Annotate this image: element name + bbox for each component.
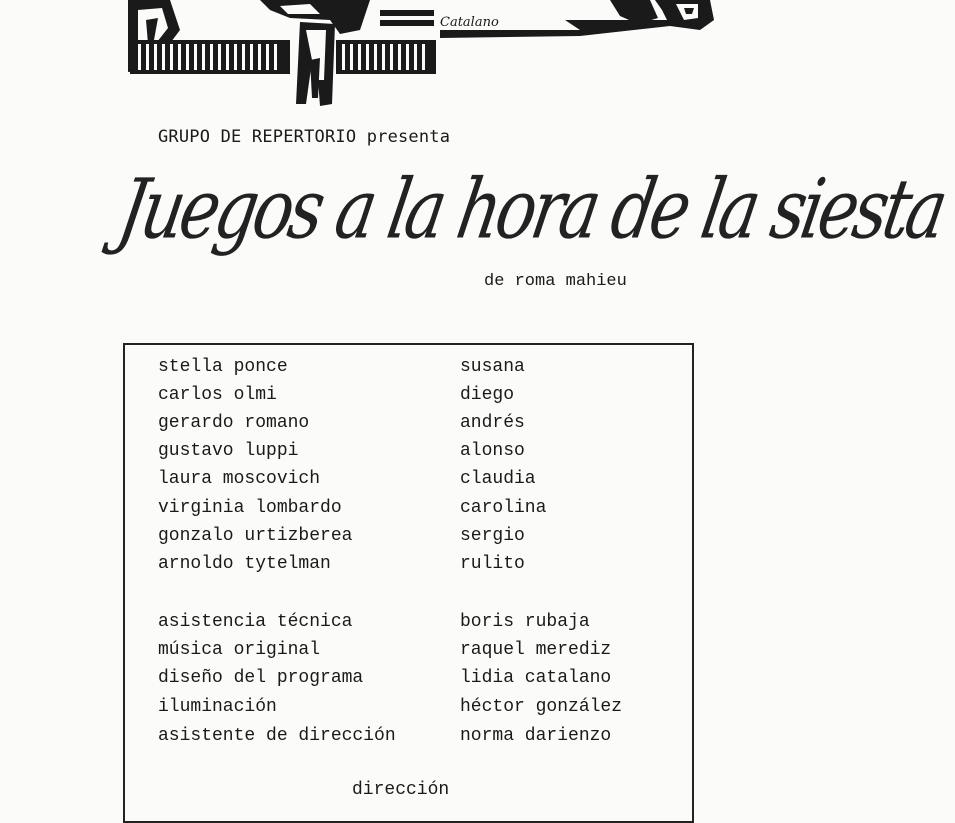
crew-person: raquel merediz <box>460 640 612 660</box>
cast-role: sergio <box>460 526 525 546</box>
cast-actor: stella ponce <box>158 357 288 377</box>
crew-person: lidia catalano <box>460 668 612 688</box>
crew-job: iluminación <box>158 697 277 717</box>
crew-person: héctor gonzález <box>460 697 623 717</box>
woodcut-illustration <box>110 0 730 110</box>
cast-actor: carlos olmi <box>158 385 277 405</box>
artist-signature: Catalano <box>440 15 499 30</box>
crew-job: asistencia técnica <box>158 612 353 632</box>
crew-job: música original <box>158 640 321 660</box>
crew-job: diseño del programa <box>158 668 364 688</box>
crew-person: norma darienzo <box>460 726 612 746</box>
cast-role: andrés <box>460 413 525 433</box>
cast-actor: arnoldo tytelman <box>158 554 331 574</box>
crew-person: boris rubaja <box>460 612 590 632</box>
cast-role: diego <box>460 385 515 405</box>
cast-role: rulito <box>460 554 525 574</box>
cast-role: claudia <box>460 469 536 489</box>
crew-job: asistente de dirección <box>158 726 396 746</box>
presenter-line: GRUPO DE REPERTORIO presenta <box>158 127 451 147</box>
cast-actor: gerardo romano <box>158 413 310 433</box>
cast-actor: gustavo luppi <box>158 441 299 461</box>
cast-role: alonso <box>460 441 525 461</box>
cast-role: carolina <box>460 498 547 518</box>
cast-actor: virginia lombardo <box>158 498 342 518</box>
cast-actor: laura moscovich <box>158 469 321 489</box>
direction-label: dirección <box>352 780 450 800</box>
cast-actor: gonzalo urtizberea <box>158 526 353 546</box>
cast-role: susana <box>460 357 525 377</box>
play-title: Juegos a la hora de la siesta <box>111 161 951 258</box>
author-line: de roma mahieu <box>484 272 627 291</box>
